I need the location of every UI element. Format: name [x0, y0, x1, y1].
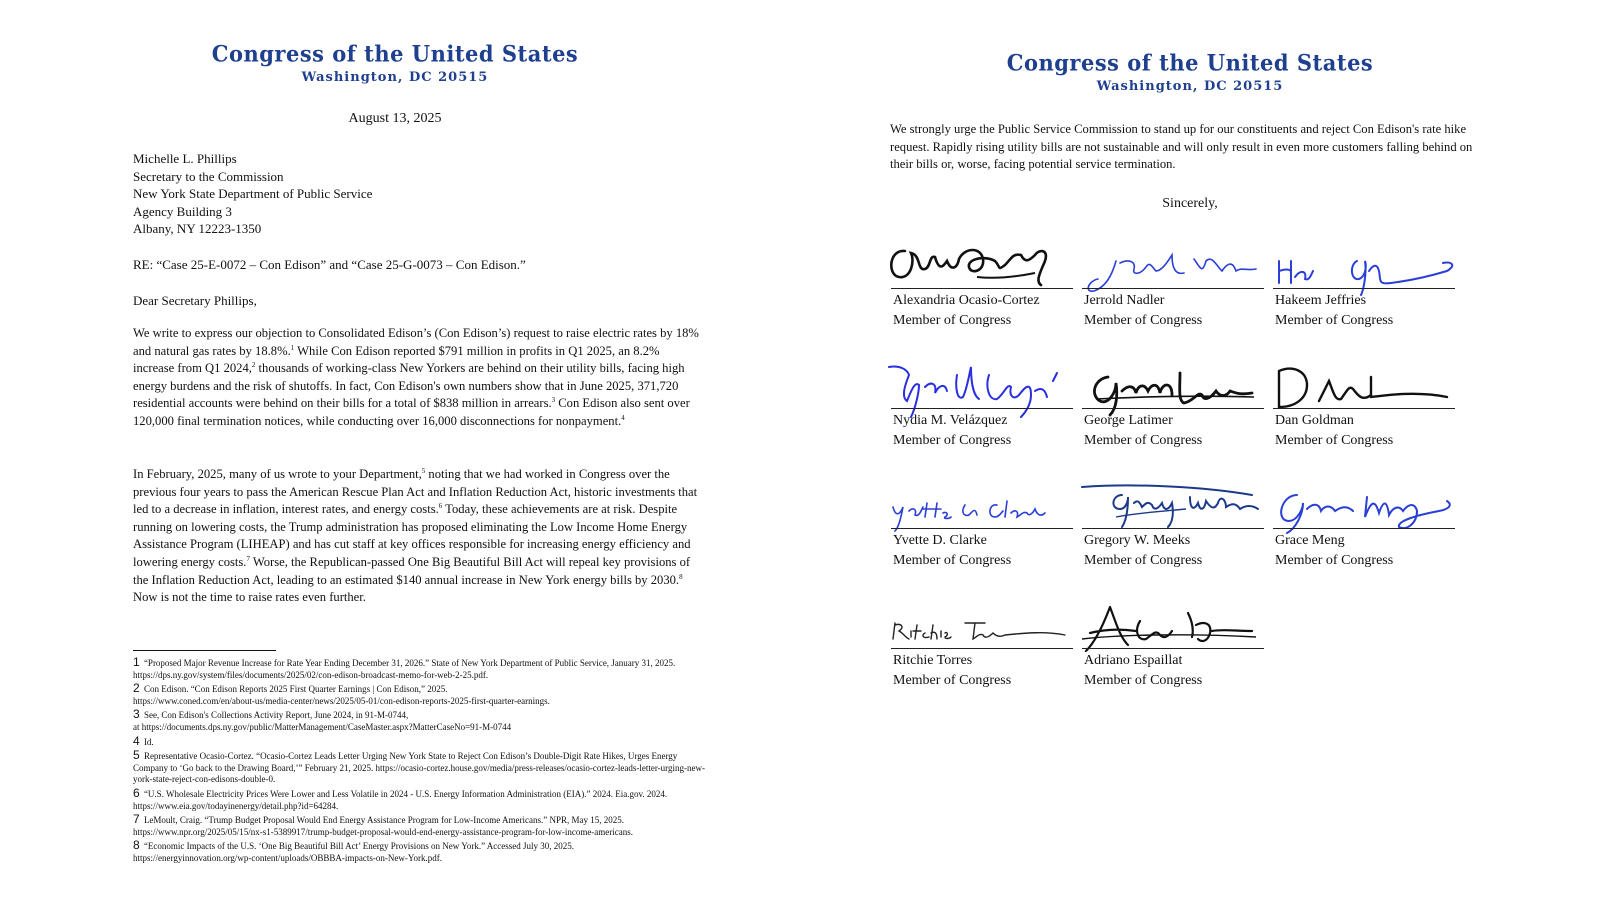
signature-stroke — [1082, 635, 1256, 639]
footnote-number: 7 — [133, 812, 140, 827]
footnote-text: “U.S. Wholesale Electricity Prices Were Lower and Less Volatile in 2024 - U.S. Energy Information Administration (EIA).” 2024. Eia.gov. 2024. https://www.eia.gov/todayinenergy/detail.php?id=64284. — [133, 788, 668, 811]
signature-block-jeffries — [1273, 243, 1455, 333]
signature-stroke — [889, 366, 1057, 417]
footnote-link[interactable]: https://www.npr.org/2025/05/15/nx-s1-5389917/trump-budget-proposal-would-end-energy-assistance-program-for-low-income-americans. — [133, 826, 634, 837]
footnote-text: LeMoult, Craig. “Trump Budget Proposal Would End Energy Assistance Program for Low-Income Americans.” NPR, May 15, 2025. — [143, 815, 624, 826]
footnote-link[interactable]: at https://documents.dps.ny.gov/public/MatterManagement/CaseMaster.aspx?MatterCaseNo=91-M-0744 — [133, 721, 512, 732]
address-line: Albany, NY 12223-1350 — [133, 221, 262, 237]
signatory-name: Dan Goldman — [1275, 413, 1354, 428]
text-run: noting that we had worked in Congress over the previous four years to pass the American Rescue Plan Act and Inflation Reduction Act, historic investments that led to a decrease in inflation, interest rates, and energy costs. — [133, 467, 698, 517]
letterhead-subtitle: Washington, DC 20515 — [1096, 79, 1284, 94]
signature-stroke — [977, 273, 1035, 278]
signature-block-ocasio-cortez — [891, 243, 1073, 333]
signature-line — [1273, 528, 1455, 529]
address-line: Agency Building 3 — [133, 203, 232, 219]
closing-salutation: Sincerely, — [1162, 196, 1218, 211]
text-run: In February, 2025, many of us wrote to your Department, — [133, 467, 422, 481]
signatory-name: Yvette D. Clarke — [893, 533, 987, 548]
footnote-link[interactable]: https://www.coned.com/en/about-us/media-center/news/2025/05-01/con-edison-reports-2025-first-quarter-earnings. — [133, 695, 550, 706]
signatory-name: Jerrold Nadler — [1084, 293, 1165, 308]
signature-line — [1273, 288, 1455, 289]
address-line: Secretary to the Commission — [133, 168, 284, 184]
text-run: Worse, the Republican-passed One Big Beautiful Bill Act will repeal key provisions of the Inflation Reduction Act, leading to an estimated $140 annual increase in New York energy bills by 2030. — [133, 554, 691, 587]
signature-line — [1082, 408, 1264, 409]
signature-block-velazquez — [891, 363, 1073, 453]
signature-block-nadler — [1082, 243, 1264, 333]
signature-block-meeks — [1082, 483, 1264, 573]
signatory-title: Member of Congress — [1275, 433, 1394, 448]
footnote-6 — [133, 785, 713, 812]
signatory-title: Member of Congress — [893, 553, 1012, 568]
signature-stroke — [1088, 255, 1256, 291]
signatory-title: Member of Congress — [893, 433, 1012, 448]
signatory-name: Grace Meng — [1275, 533, 1345, 548]
signatory-name: Alexandria Ocasio-Cortez — [893, 293, 1040, 308]
signature-block-torres — [891, 603, 1073, 693]
signature-block-goldman — [1273, 363, 1455, 453]
footnote-ref[interactable]: 7 — [246, 554, 250, 563]
signature-block-clarke — [891, 483, 1073, 573]
signature-stroke — [1086, 607, 1252, 651]
footnote-7 — [133, 814, 713, 838]
footnote-ref[interactable]: 8 — [679, 572, 683, 581]
signature-block-meng — [1273, 483, 1455, 573]
footnote-number: 5 — [133, 748, 140, 763]
footnote-text: “Economic Impacts of the U.S. ‘One Big Beautiful Bill Act’ Energy Provisions on New York.” Accessed July 30, 2025. — [143, 841, 575, 852]
closing-paragraph: We strongly urge the Public Service Commission to stand up for our constituents and reject Con Edison's rate hike request. Rapidly rising utility bills are not sustainable and will only result in even more customers falling behind on their bills or, worse, facing potential service termination. — [890, 122, 1473, 172]
signatory-title: Member of Congress — [1275, 313, 1394, 328]
text-run: thousands of working-class New Yorkers are behind on their utility bills, facing high energy burdens and the risk of shutoffs. In fact, Con Edison's own numbers show that in June 2025, 371,720 residential accounts were behind on their bills for a total of $838 million in arrears. — [133, 361, 685, 411]
signature-line — [1082, 528, 1264, 529]
signature-stroke — [891, 250, 1046, 285]
signature-block-latimer — [1082, 363, 1264, 453]
footnote-divider — [133, 650, 276, 651]
signatory-title: Member of Congress — [1275, 553, 1394, 568]
text-run: Con Edison also sent over 120,000 final termination notices, while conducting over 16,000 disconnections for nonpayment. — [133, 396, 690, 428]
letter-page-1 — [0, 0, 790, 900]
signatory-name: Gregory W. Meeks — [1084, 533, 1191, 548]
signature-stroke — [893, 501, 1045, 531]
signatory-name: Hakeem Jeffries — [1275, 293, 1367, 308]
footnote-2 — [133, 683, 713, 707]
signature-line — [1273, 408, 1455, 409]
footnote-link[interactable]: https://energyinnovation.org/wp-content/uploads/OBBBA-impacts-on-New-York.pdf. — [133, 852, 442, 863]
body-paragraph-2 — [133, 466, 703, 607]
signatory-title: Member of Congress — [893, 313, 1012, 328]
footnote-ref[interactable]: 1 — [290, 343, 295, 352]
subject-line: RE: “Case 25-E-0072 – Con Edison” and “Case 25-G-0073 – Con Edison.” — [133, 257, 526, 272]
footnote-text: Representative Ocasio-Cortez. “Ocasio-Cortez Leads Letter Urging New York State to Reject Con Edison’s Double-Digit Rate Hikes, Urges Energy Company to ‘Go back to the Drawing Board,’” February 21, 2025. https://ocasio-cortez.house.gov/media/press-releases/ocasio-cortez-leads-letter-urging-new-york-state-reject-con-edisons-double-0. — [133, 751, 705, 785]
footnote-3 — [133, 709, 713, 733]
footnote-ref[interactable]: 4 — [621, 413, 625, 422]
footnote-text: Con Edison. “Con Edison Reports 2025 First Quarter Earnings | Con Edison,” 2025. — [143, 684, 448, 695]
text-run: While Con Edison reported $791 million in profits in Q1 2025, an 8.2% increase from Q1 2024, — [133, 343, 660, 376]
footnote-number: 8 — [133, 838, 140, 853]
letterhead-subtitle: Washington, DC 20515 — [301, 70, 489, 85]
footnote-4 — [133, 733, 713, 749]
footnote-number: 4 — [133, 733, 140, 748]
signatory-name: George Latimer — [1084, 413, 1173, 428]
text-run: Now is not the time to raise rates even further. — [133, 590, 366, 605]
footnote-1 — [133, 657, 713, 681]
footnote-number: 2 — [133, 681, 140, 696]
signature-stroke — [1082, 485, 1258, 527]
signature-block-espaillat — [1082, 603, 1264, 693]
footnote-ref[interactable]: 5 — [421, 466, 426, 475]
signatory-title: Member of Congress — [1084, 433, 1203, 448]
footnote-8 — [133, 840, 713, 864]
letter-page-2 — [800, 0, 1600, 900]
signatory-title: Member of Congress — [1084, 313, 1203, 328]
footnote-number: 6 — [133, 785, 140, 800]
signatory-title: Member of Congress — [1084, 673, 1203, 688]
signature-stroke — [1279, 261, 1452, 295]
letterhead-title: Congress of the United States — [211, 40, 579, 67]
footnote-ref[interactable]: 3 — [551, 396, 556, 405]
recipient-address — [133, 150, 372, 238]
footnotes — [133, 657, 713, 867]
address-line: New York State Department of Public Service — [133, 186, 373, 202]
signature-line — [891, 288, 1073, 289]
signatory-title: Member of Congress — [1084, 553, 1203, 568]
footnote-number: 3 — [133, 707, 140, 722]
footnote-ref[interactable]: 6 — [438, 502, 443, 510]
signature-stroke — [1279, 369, 1447, 407]
signature-line — [1082, 648, 1264, 649]
text-run: Today, these achievements are at risk. Despite running on lowering costs, the Trump administration has proposed eliminating the Low Income Home Energy Assistance Program (LIHEAP) and has cut staff at key offices responsible for increasing energy efficiency and lowering energy costs. — [133, 502, 691, 569]
letterhead-title: Congress of the United States — [1006, 49, 1374, 76]
footnote-text: Id. — [143, 736, 154, 747]
footnote-ref[interactable]: 2 — [251, 361, 256, 369]
text-run: We write to express our objection to Consolidated Edison’s (Con Edison’s) request to raise electric rates by 18% and natural gas rates by 18.8%. — [133, 326, 699, 358]
footnote-text: “Proposed Major Revenue Increase for Rate Year Ending December 31, 2026.” State of New York Department of Public Service, January 31, 2025. https://dps.ny.gov/system/files/documents/2025/02/con-edison-broadcast-memo-for-web-2-25.pdf. — [133, 658, 676, 680]
signature-line — [1082, 288, 1264, 289]
footnote-text: See, Con Edison's Collections Activity Report, June 2024, in 91-M-0744, — [143, 710, 409, 721]
signatory-name: Ritchie Torres — [893, 653, 973, 668]
signature-stroke — [893, 623, 1065, 639]
footnote-number: 1 — [133, 655, 140, 669]
signatory-name: Nydia M. Velázquez — [893, 413, 1008, 428]
signature-stroke — [1096, 396, 1254, 399]
address-line: Michelle L. Phillips — [133, 151, 237, 166]
signature-line — [891, 528, 1073, 529]
footnote-5 — [133, 750, 713, 786]
letter-date: August 13, 2025 — [348, 111, 442, 126]
signatory-title: Member of Congress — [893, 673, 1012, 688]
body-paragraph-1 — [133, 325, 703, 431]
signatory-name: Adriano Espaillat — [1084, 653, 1183, 668]
signature-line — [891, 408, 1073, 409]
salutation: Dear Secretary Phillips, — [133, 293, 257, 308]
signature-line — [891, 648, 1073, 649]
